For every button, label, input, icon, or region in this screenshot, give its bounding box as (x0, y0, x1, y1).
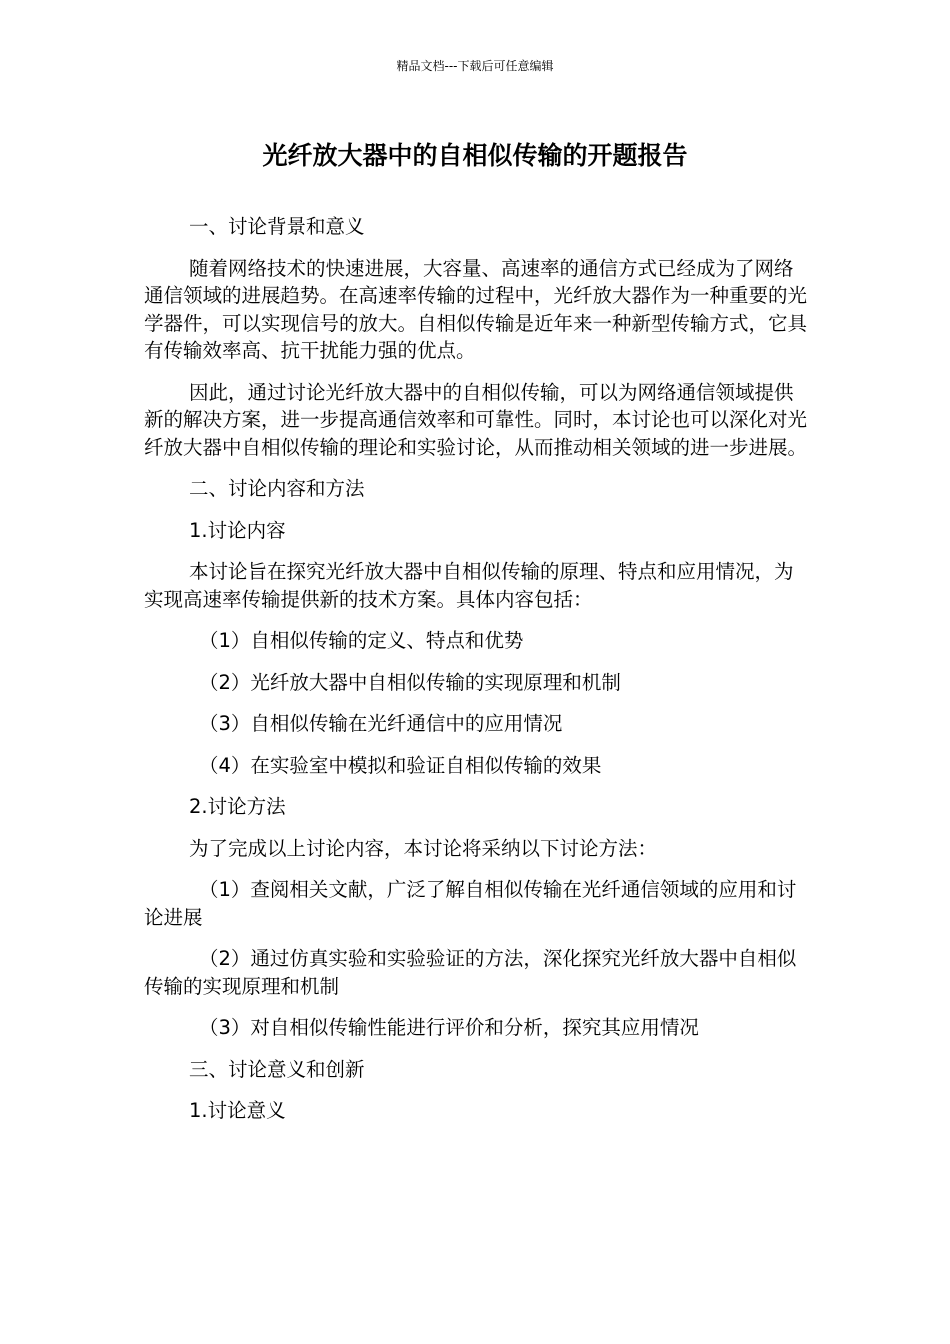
subheading-methods: 2.讨论方法 (189, 795, 286, 818)
paragraph-background-2: 因此，通过讨论光纤放大器中的自相似传输，可以为网络通信领域提供新的解决方案，进一步提高通信效率和可靠性。同时，本讨论也可以深化对光纤放大器中自相似传输的理论和实验讨论，从而推动相关领域的进一步进展。 (144, 380, 808, 459)
subheading-significance: 1.讨论意义 (189, 1099, 286, 1122)
section-heading-background: 一、讨论背景和意义 (189, 215, 365, 238)
methods-list-item-1: （1）查阅相关文献，广泛了解自相似传输在光纤通信领域的应用和讨论进展 (144, 878, 797, 929)
section-heading-significance: 三、讨论意义和创新 (189, 1057, 365, 1081)
paragraph-background-1: 随着网络技术的快速进展，大容量、高速率的通信方式已经成为了网络通信领域的进展趋势。在高速率传输的过程中，光纤放大器作为一种重要的光学器件，可以实现信号的放大。自相似传输是近年来一种新型传输方式，它具有传输效率高、抗干扰能力强的优点。 (144, 256, 808, 362)
content-list-item-3: （3）自相似传输在光纤通信中的应用情况 (199, 712, 563, 735)
document-title: 光纤放大器中的自相似传输的开题报告 (262, 141, 688, 170)
content-list-item-2: （2）光纤放大器中自相似传输的实现原理和机制 (199, 670, 621, 694)
subheading-content: 1.讨论内容 (189, 518, 286, 542)
document-body (144, 213, 809, 1139)
paragraph-methods-intro: 为了完成以上讨论内容，本讨论将采纳以下讨论方法： (189, 836, 658, 860)
content-list-item-1: （1）自相似传输的定义、特点和优势 (199, 629, 524, 652)
methods-list-item-2: （2）通过仿真实验和实验验证的方法，深化探究光纤放大器中自相似传输的实现原理和机制 (144, 947, 797, 998)
content-list-item-4: （4）在实验室中模拟和验证自相似传输的效果 (199, 753, 602, 777)
methods-list-item-3: （3）对自相似传输性能进行评价和分析，探究其应用情况 (199, 1016, 699, 1039)
section-heading-content-methods: 二、讨论内容和方法 (189, 477, 365, 500)
page-header-note: 精品文档---下载后可任意编辑 (396, 59, 554, 73)
paragraph-content-intro: 本讨论旨在探究光纤放大器中自相似传输的原理、特点和应用情况，为实现高速率传输提供新的技术方案。具体内容包括： (144, 560, 794, 611)
